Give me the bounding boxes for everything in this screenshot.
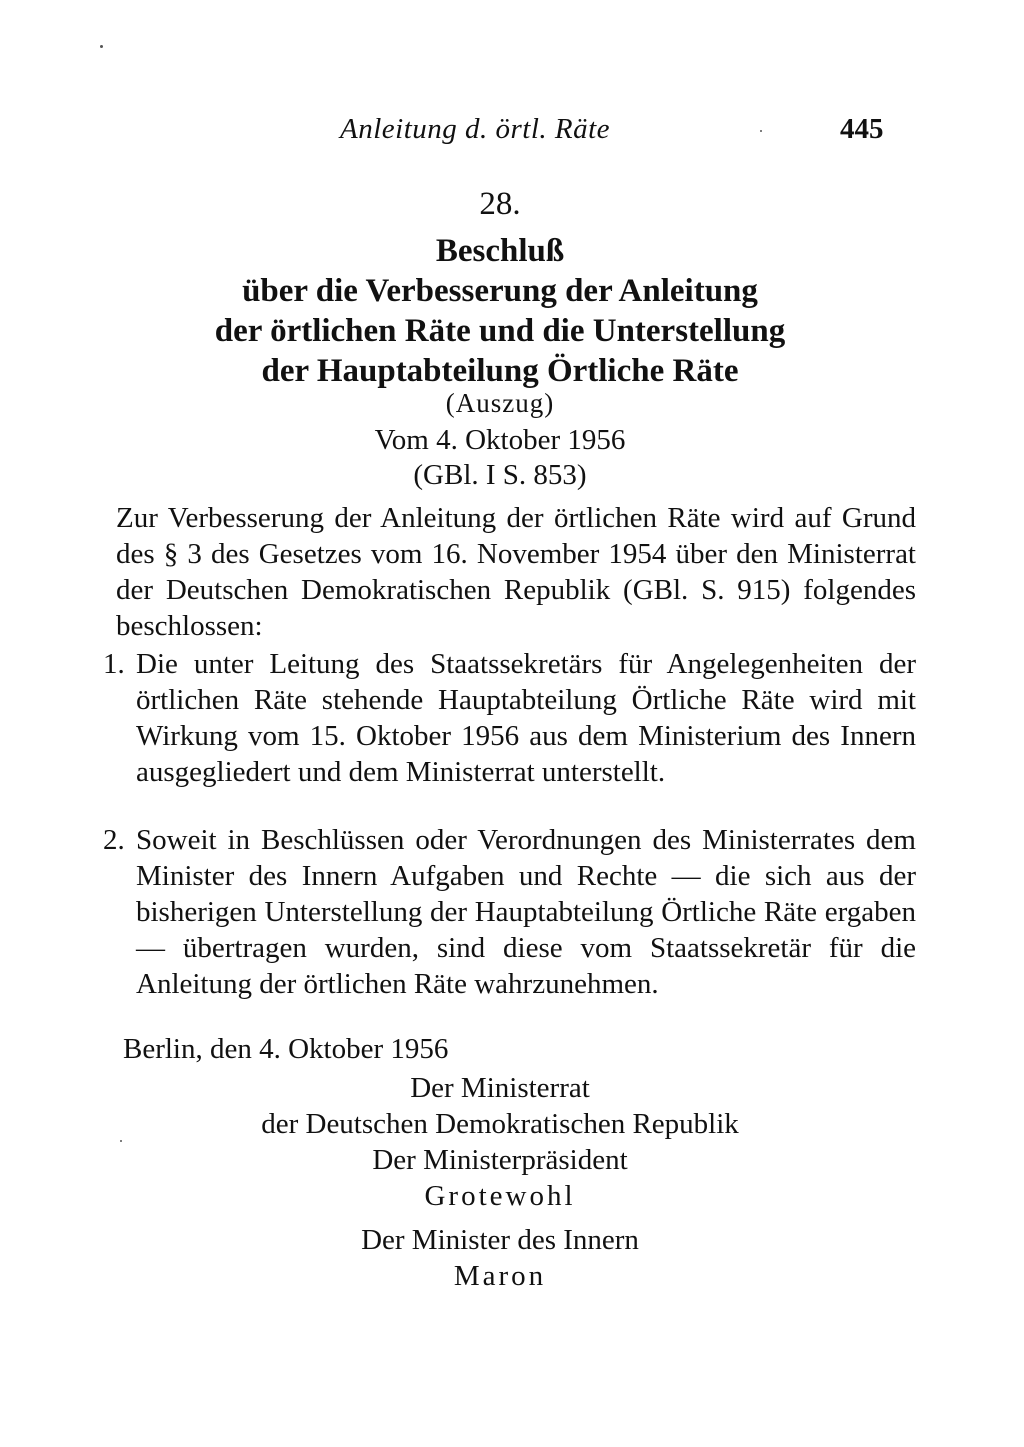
heading-line: der örtlichen Räte und die Unterstellung bbox=[214, 313, 786, 349]
list-item-number: 1. bbox=[103, 648, 125, 680]
list-item-number: 2. bbox=[103, 824, 125, 856]
heading-line: Beschluß bbox=[435, 233, 565, 269]
document-reference: (GBl. I S. 853) bbox=[413, 459, 587, 491]
heading-line: der Hauptabteilung Örtliche Räte bbox=[261, 353, 739, 389]
signature-line: Der Ministerrat bbox=[410, 1072, 590, 1104]
list-item bbox=[103, 646, 916, 790]
scan-speck bbox=[100, 45, 103, 48]
running-title: Anleitung d. örtl. Räte bbox=[340, 113, 611, 145]
list-item bbox=[103, 822, 916, 1002]
scan-speck bbox=[760, 130, 762, 132]
intro-paragraph: Zur Verbesserung der Anleitung der örtlichen Räte wird auf Grund des § 3 des Gesetzes vom 16. November 1954 über den Ministerrat der Deutschen Demokratischen Republik (GBl. S. 915) folgendes beschlossen: bbox=[116, 502, 916, 642]
list-item-text: Die unter Leitung des Staatssekretärs für Angelegenheiten der örtlichen Räte stehende Hauptabteilung Örtliche Räte wird mit Wirkung vom 15. Oktober 1956 aus dem Ministerium des Innern ausgegliedert und dem Ministerrat unterstellt. bbox=[136, 648, 916, 788]
signatory-name: Grotewohl bbox=[424, 1180, 576, 1212]
signature-line: Der Ministerpräsident bbox=[372, 1144, 628, 1176]
page-number: 445 bbox=[840, 113, 884, 145]
heading-line: über die Verbesserung der Anleitung bbox=[242, 273, 758, 309]
document-number: 28. bbox=[479, 186, 521, 222]
document-date: Vom 4. Oktober 1956 bbox=[374, 424, 626, 456]
document-heading bbox=[0, 231, 1000, 391]
signature-line: Der Minister des Innern bbox=[361, 1224, 639, 1256]
signatory-name: Maron bbox=[453, 1260, 547, 1292]
signature-line: der Deutschen Demokratischen Republik bbox=[261, 1108, 739, 1140]
document-subtitle: (Auszug) bbox=[445, 388, 555, 418]
place-date: Berlin, den 4. Oktober 1956 bbox=[123, 1033, 449, 1065]
list-item-text: Soweit in Beschlüssen oder Verordnungen des Ministerrates dem Minister des Innern Aufgaben und Rechte — die sich aus der bisherigen Unterstellung der Hauptabteilung Örtliche Räte ergaben — übertragen wurden, sind diese vom Staatssekretär für die Anleitung der örtlichen Räte wahrzunehmen. bbox=[136, 824, 916, 1000]
